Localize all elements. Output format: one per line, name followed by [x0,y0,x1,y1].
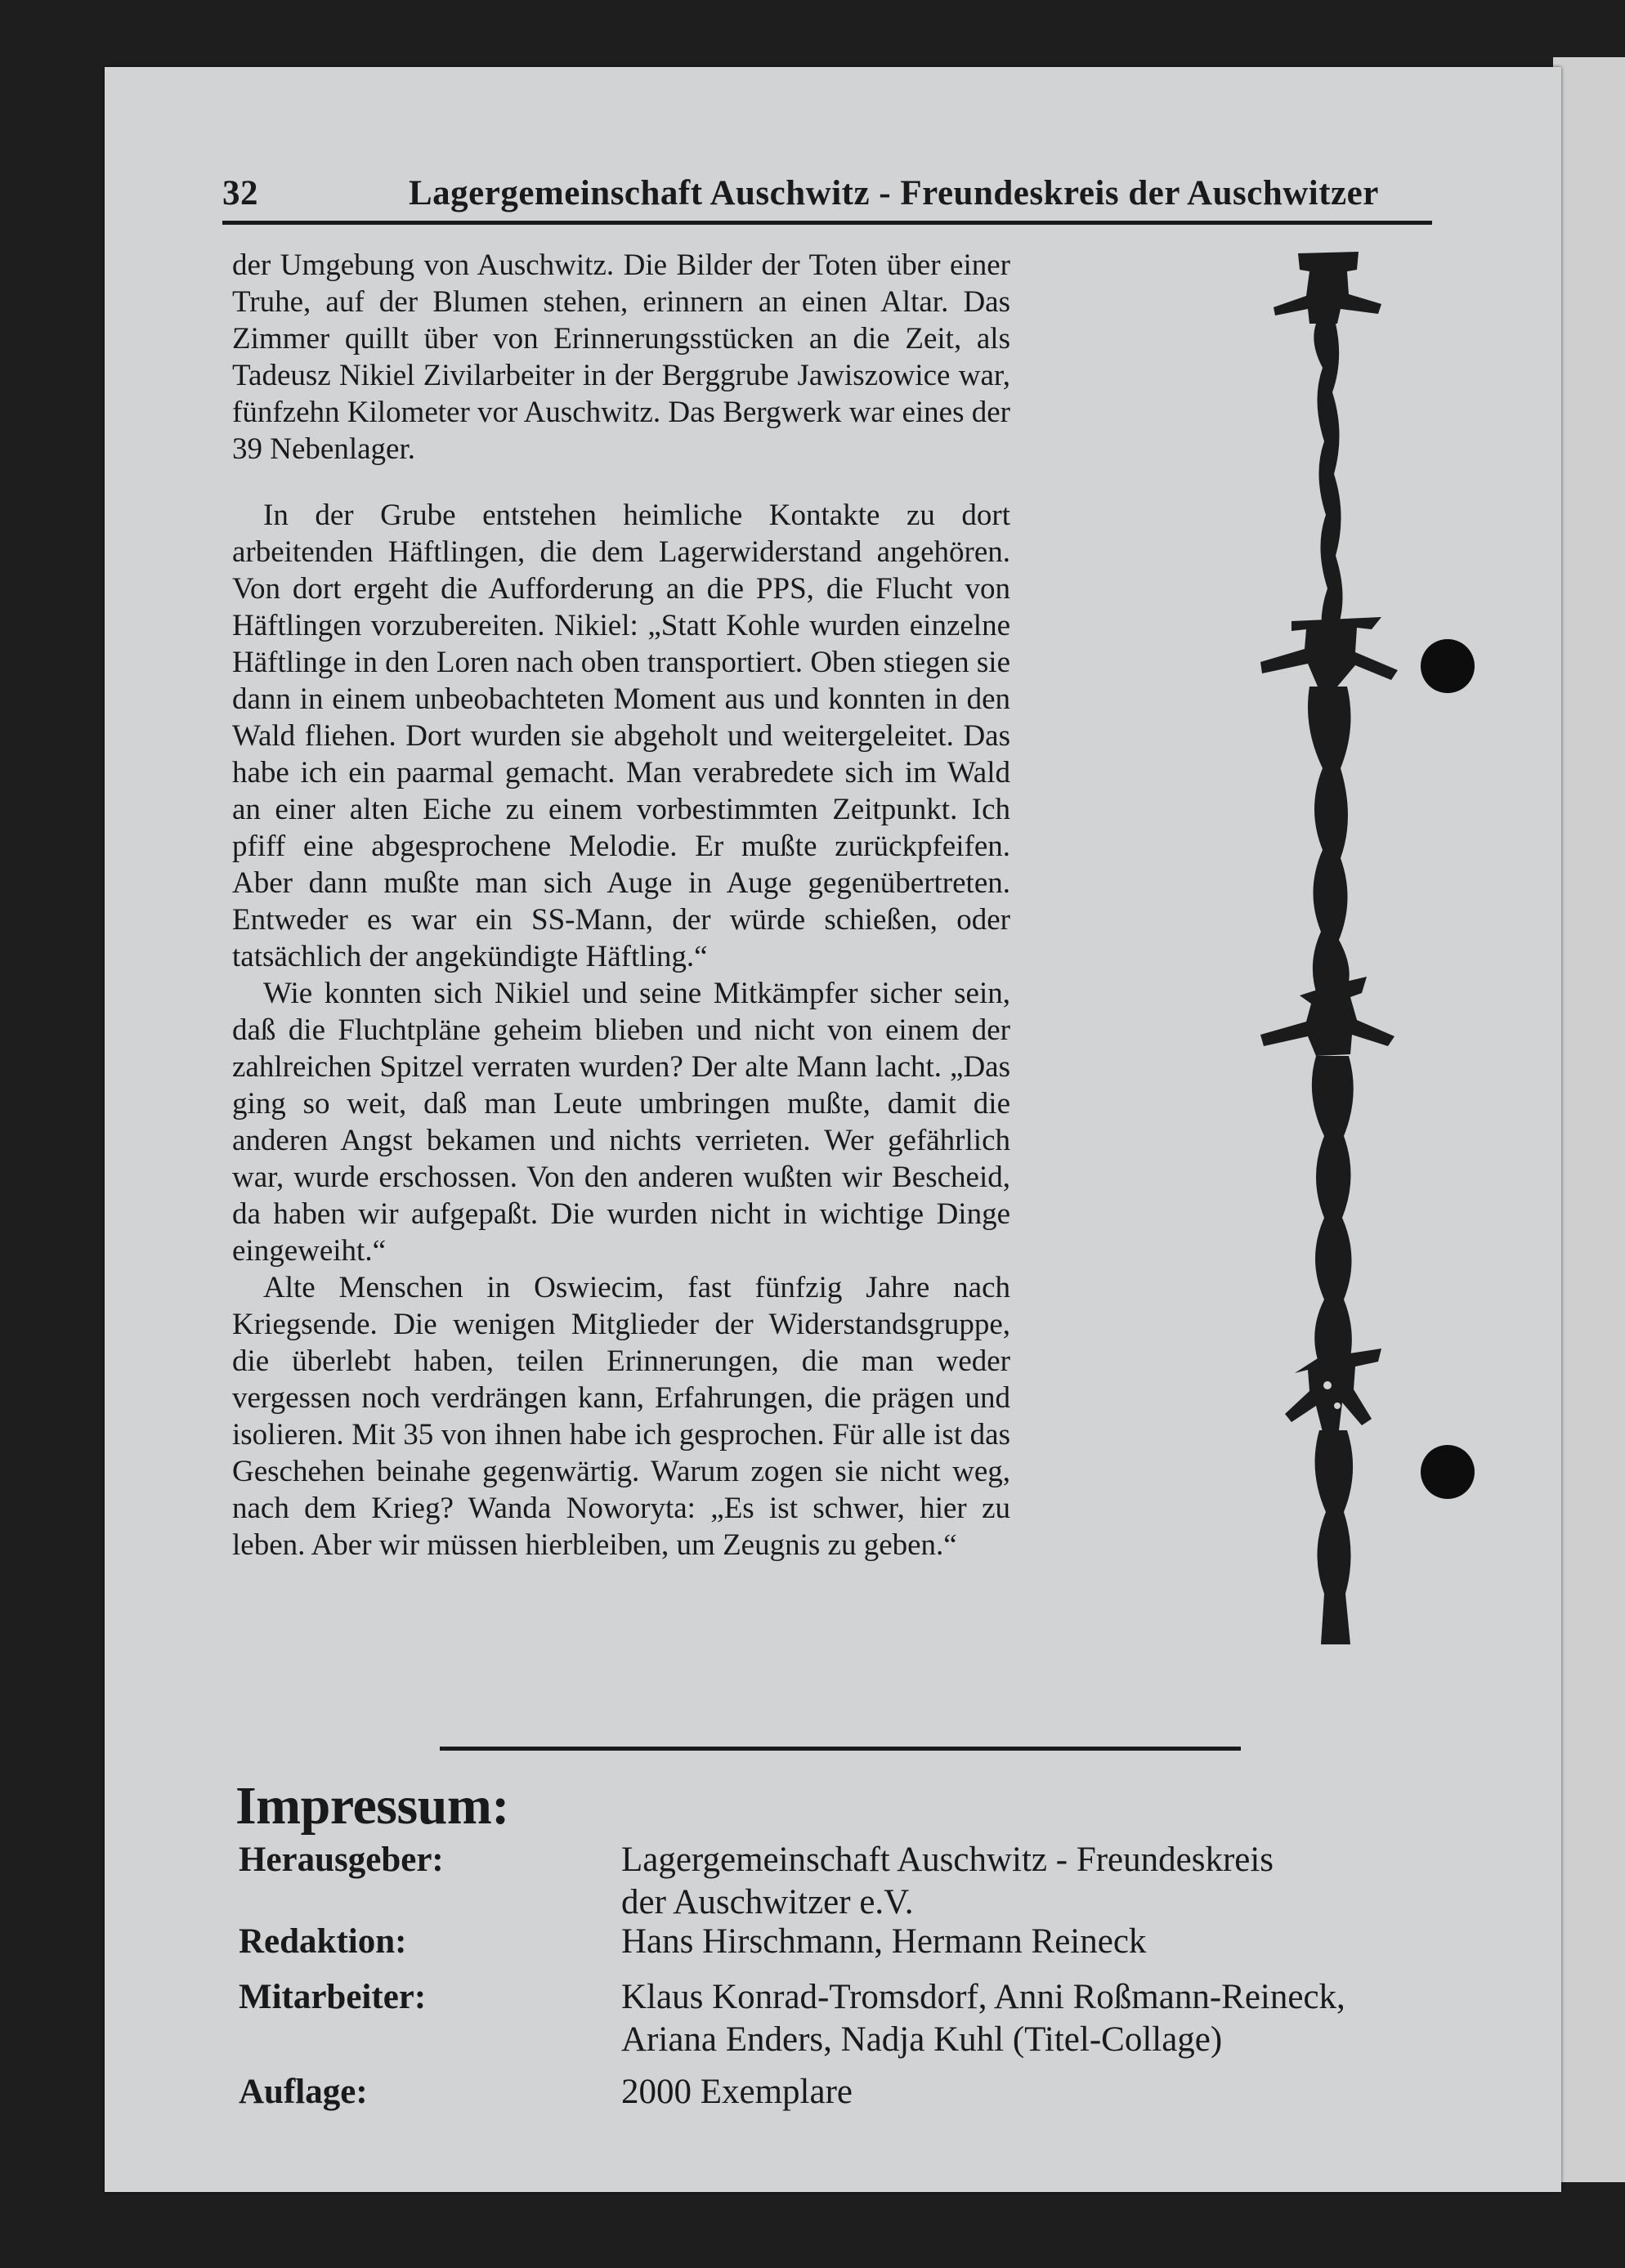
section-divider [440,1747,1241,1751]
paragraph-2: In der Grube entstehen heimliche Kontakte zu dort arbeitenden Häftlingen, die dem Lagerwiderstand angehören. Von dort ergeht die Aufforderung an die PPS, die Flucht von Häftlingen vorzubereiten. Nikiel: „Statt Kohle wurden einzelne Häftlinge in den Loren nach oben transportiert. Oben stiegen sie dann in einem unbeobachteten Moment aus und konnten in den Wald fliehen. Dort wurden sie abgeholt und weitergeleitet. Das habe ich ein paarmal gemacht. Man verabredete sich im Wald an einer alten Eiche zu einem vorbestimmten Zeitpunkt. Ich pfiff eine abgesprochene Melodie. Er mußte zurückpfeifen. Aber dann mußte man sich Auge in Auge gegenübertreten. Entweder es war ein SS-Mann, der würde schießen, oder tatsächlich der angekündigte Häftling.“ [232,499,1010,973]
mitarbeiter-value [621,1976,1439,2061]
paragraph-1: der Umgebung von Auschwitz. Die Bilder der Toten über einer Truhe, auf der Blumen stehen, erinnern an einen Altar. Das Zimmer quillt über von Erinnerungsstücken an die Zeit, als Tadeusz Nikiel Zivilarbeiter in der Berggrube Jawiszowice war, fünfzehn Kilometer vor Auschwitz. Das Bergwerk war eines der 39 Nebenlager. [232,248,1010,466]
impressum-auflage [239,2071,1432,2117]
auflage-label: Auflage: [239,2073,368,2111]
impressum-title: Impressum: [235,1776,509,1836]
mitarbeiter-value-line-2: Ariana Enders, Nadja Kuhl (Titel-Collage) [621,2020,1223,2059]
punch-hole-top [1421,639,1475,693]
mitarbeiter-label: Mitarbeiter: [239,1978,427,2016]
mitarbeiter-value-line-1: Klaus Konrad-Tromsdorf, Anni Roßmann-Reineck, [621,1978,1345,2016]
article-body [232,247,1010,1563]
impressum-herausgeber [239,1839,1432,1929]
page-number: 32 [222,174,258,212]
page-header [222,172,1432,225]
adjacent-page-edge [1553,57,1625,2182]
paragraph-4: Alte Menschen in Oswiecim, fast fünfzig Jahre nach Kriegsende. Die wenigen Mitglieder der Widerstandsgruppe, die überlebt haben, teilen Erinnerungen, die man weder vergessen noch verdrängen kann, Erfahrungen, die prägen und isolieren. Mit 35 von ihnen habe ich gesprochen. Für alle ist das Geschehen beinahe gegenwärtig. Warum zogen sie nicht weg, nach dem Krieg? Wanda Noworyta: „Es ist schwer, hier zu leben. Aber wir müssen hierbleiben, um Zeugnis zu geben.“ [232,1271,1010,1562]
running-title: Lagergemeinschaft Auschwitz - Freundeskreis der Auschwitzer [409,174,1379,212]
herausgeber-label: Herausgeber: [239,1841,444,1879]
herausgeber-value-line-2: der Auschwitzer e.V. [621,1883,914,1921]
redaktion-value: Hans Hirschmann, Hermann Reineck [621,1922,1147,1961]
barbed-wire-icon [1259,245,1398,1651]
impressum-redaktion [239,1921,1432,1966]
herausgeber-value-line-1: Lagergemeinschaft Auschwitz - Freundeskreis [621,1841,1274,1879]
redaktion-label: Redaktion: [239,1922,407,1961]
punch-hole-bottom [1421,1445,1475,1499]
impressum-mitarbeiter [239,1976,1432,2066]
paragraph-3: Wie konnten sich Nikiel und seine Mitkämpfer sicher sein, daß die Fluchtpläne geheim blieben und nicht von einem der zahlreichen Spitzel verraten wurden? Der alte Mann lacht. „Das ging so weit, daß man Leute umbringen mußte, damit die anderen Angst bekamen und nichts verrieten. Wer gefährlich war, wurde erschossen. Von den anderen wußten wir Bescheid, da haben wir aufgepaßt. Die wurden nicht in wichtige Dinge eingeweiht.“ [232,977,1010,1268]
herausgeber-value [621,1839,1439,1924]
auflage-value: 2000 Exemplare [621,2073,853,2111]
